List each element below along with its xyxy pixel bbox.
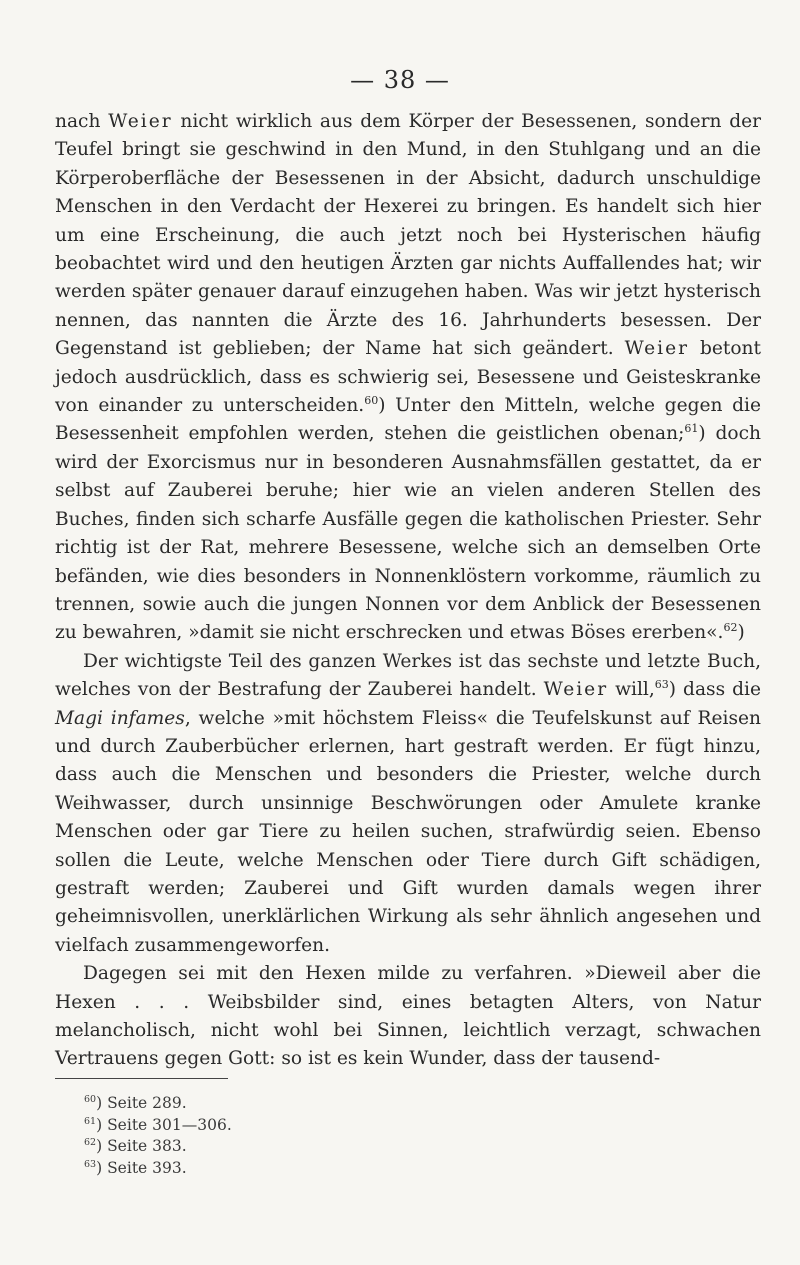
- footnote-number: 63: [84, 1158, 97, 1170]
- footnotes: [84, 1093, 232, 1179]
- footnote-text: ) Seite 393.: [96, 1158, 187, 1177]
- footnote-ref: 63: [654, 678, 669, 692]
- footnote: [84, 1115, 232, 1137]
- footnote-divider: [55, 1078, 228, 1079]
- footnote-ref: 60: [364, 394, 379, 408]
- footnote-number: 60: [84, 1094, 97, 1105]
- text-run: Der wichtigste Teil des ganzen Werkes ist das sechste und letzte Buch, welches von der Bestrafung der Zauberei handelt.: [55, 650, 761, 701]
- paragraph: [55, 108, 761, 648]
- text-run: Dagegen sei mit den Hexen milde zu verfahren. »Dieweil aber die Hexen . . . Weibsbilder sind, eines betagten Alters, von Natur melancholisch, nicht wohl bei Sinnen, leichtlich verzagt, schwachen Vertrauens gegen Gott: so ist es kein Wunder, dass der tausend-: [55, 963, 761, 1070]
- footnote: [84, 1093, 232, 1115]
- author-name: Weier: [108, 111, 173, 132]
- footnote-number: 62: [84, 1137, 97, 1148]
- footnote: [84, 1158, 232, 1180]
- text-run: ): [737, 622, 745, 644]
- text-run: nach: [55, 111, 109, 132]
- footnote-ref: 61: [684, 422, 699, 436]
- footnote-text: ) Seite 383.: [96, 1137, 187, 1155]
- footnote: [84, 1136, 232, 1158]
- paragraph: [55, 960, 761, 1074]
- paragraph: [55, 648, 761, 960]
- text-run: ) dass die: [668, 679, 762, 701]
- text-run: betont jedoch ausdrücklich, dass es schwierig sei, Besessene und Geisteskranke von einander zu unterscheiden.: [55, 338, 761, 417]
- footnote-text: ) Seite 301—306.: [96, 1115, 232, 1134]
- text-run: nicht wirklich aus dem Körper der Besessenen, sondern der Teufel bringt sie geschwind in den Mund, in den Stuhlgang und an die Körperoberfläche der Besessenen in der Absicht, dadurch unschuldige Menschen in den Verdacht der Hexerei zu bringen. Es handelt sich hier um eine Erscheinung, die auch jetzt noch bei Hysterischen häufig beobachtet wird und den heutigen Ärzten gar nichts Auffallendes hat; wir werden später genauer darauf einzugehen haben. Was wir jetzt hysterisch nennen, das nannten die Ärzte des 16. Jahrhunderts besessen. Der Gegenstand ist geblieben; der Name hat sich geändert.: [55, 111, 761, 360]
- footnote-text: ) Seite 289.: [96, 1094, 187, 1112]
- footnote-ref: 62: [723, 621, 738, 635]
- footnote-number: 61: [84, 1115, 97, 1127]
- author-name: Weier: [543, 679, 609, 701]
- latin-term: Magi infames: [55, 707, 185, 729]
- text-run: ) Unter den Mitteln, welche gegen die Besessenheit empfohlen werden, stehen die geistlichen obenan;: [55, 395, 761, 445]
- text-run: , welche »mit höchstem Fleiss« die Teufelskunst auf Reisen und durch Zauberbücher erlernen, hart gestraft werden. Er fügt hinzu, dass auch die Menschen und besonders die Priester, welche durch Weihwasser, durch unsinnige Beschwörungen oder Amulete kranke Menschen oder gar Tiere zu heilen suchen, strafwürdig seien. Ebenso sollen die Leute, welche Menschen oder Tiere durch Gift schädigen, gestraft werden; Zauberei und Gift wurden damals wegen ihrer geheimnisvollen, unerklärlichen Wirkung als sehr ähnlich angesehen und vielfach zusammengeworfen.: [55, 707, 761, 956]
- text-run: ) doch wird der Exorcismus nur in besonderen Ausnahmsfällen gestattet, da er selbst auf Zauberei beruhe; hier wie an vielen anderen Stellen des Buches, finden sich scharfe Ausfälle gegen die katholischen Priester. Sehr richtig ist der Rat, mehrere Besessene, welche sich an demselben Orte befänden, wie dies besonders in Nonnenklöstern vorkomme, räumlich zu trennen, sowie auch die jungen Nonnen vor dem Anblick der Besessenen zu bewahren, »damit sie nicht erschrecken und etwas Böses ererben«.: [55, 423, 762, 644]
- author-name: Weier: [624, 338, 690, 360]
- page-number: — 38 —: [350, 66, 450, 94]
- text-run: will,: [608, 679, 655, 701]
- main-text: [55, 108, 761, 1074]
